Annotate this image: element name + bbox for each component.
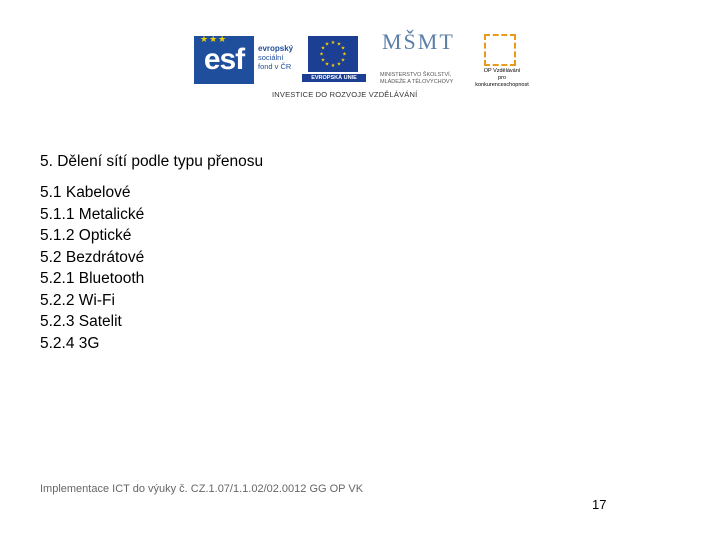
esf-logo-mark: esf <box>194 36 254 84</box>
svg-text:★: ★ <box>340 45 346 52</box>
esf-logo-text <box>258 44 293 71</box>
slide-heading: 5. Dělení sítí podle typu přenosu <box>40 153 264 170</box>
msmt-logo-text <box>380 72 460 86</box>
op-line-1: OP Vzdělávání <box>483 68 521 74</box>
svg-text:★: ★ <box>319 51 324 58</box>
eu-label: EVROPSKÁ UNIE <box>302 74 366 82</box>
outline-item: 5.1.2 Optické <box>40 227 132 244</box>
svg-text:★: ★ <box>342 51 347 58</box>
svg-text:★: ★ <box>330 63 336 69</box>
op-vk-logo <box>472 34 529 88</box>
esf-line-2: sociální <box>258 53 284 62</box>
msmt-line-2: MLÁDEŽE A TĚLOVÝCHOVY <box>380 79 454 85</box>
esf-logo <box>194 36 302 84</box>
outline-item: 5.1 Kabelové <box>40 184 131 201</box>
op-vk-logo-text <box>472 68 532 89</box>
outline-item: 5.1.1 Metalické <box>40 205 145 223</box>
footer-text: Implementace ICT do výuky č. CZ.1.07/1.1.02/02.0012 GG OP VK <box>40 483 364 495</box>
svg-text:★: ★ <box>330 40 336 46</box>
msmt-logo-mark: MŠMT <box>382 29 455 54</box>
outline-item: 5.2.1 Bluetooth <box>40 270 145 287</box>
esf-stars-icon: ★★★ <box>200 34 228 44</box>
esf-line-3: fond v ČR <box>258 62 292 71</box>
op-vk-square-icon <box>484 34 516 66</box>
outline-item: 5.2.4 3G <box>40 334 100 352</box>
eu-flag-icon <box>308 36 358 72</box>
outline-item: 5.2.3 Satelit <box>40 313 122 330</box>
svg-text:★: ★ <box>336 41 342 48</box>
svg-text:★: ★ <box>320 57 326 64</box>
esf-line-1: evropský <box>258 44 294 53</box>
msmt-logo <box>380 29 460 85</box>
slide-content <box>40 152 263 354</box>
op-line-2: pro konkurenceschopnost <box>475 75 529 88</box>
logo-strip <box>190 30 530 105</box>
svg-text:★: ★ <box>324 41 330 48</box>
svg-text:★: ★ <box>324 61 330 68</box>
svg-text:★: ★ <box>320 45 326 52</box>
page-number: 17 <box>592 497 607 512</box>
outline-item: 5.2.2 Wi-Fi <box>40 291 115 309</box>
svg-text:★: ★ <box>336 61 342 68</box>
msmt-line-1: MINISTERSTVO ŠKOLSTVÍ, <box>380 72 452 78</box>
header-tagline: INVESTICE DO ROZVOJE VZDĚLÁVÁNÍ <box>272 90 418 99</box>
svg-text:★: ★ <box>340 57 346 64</box>
outline-item: 5.2 Bezdrátové <box>40 248 145 266</box>
